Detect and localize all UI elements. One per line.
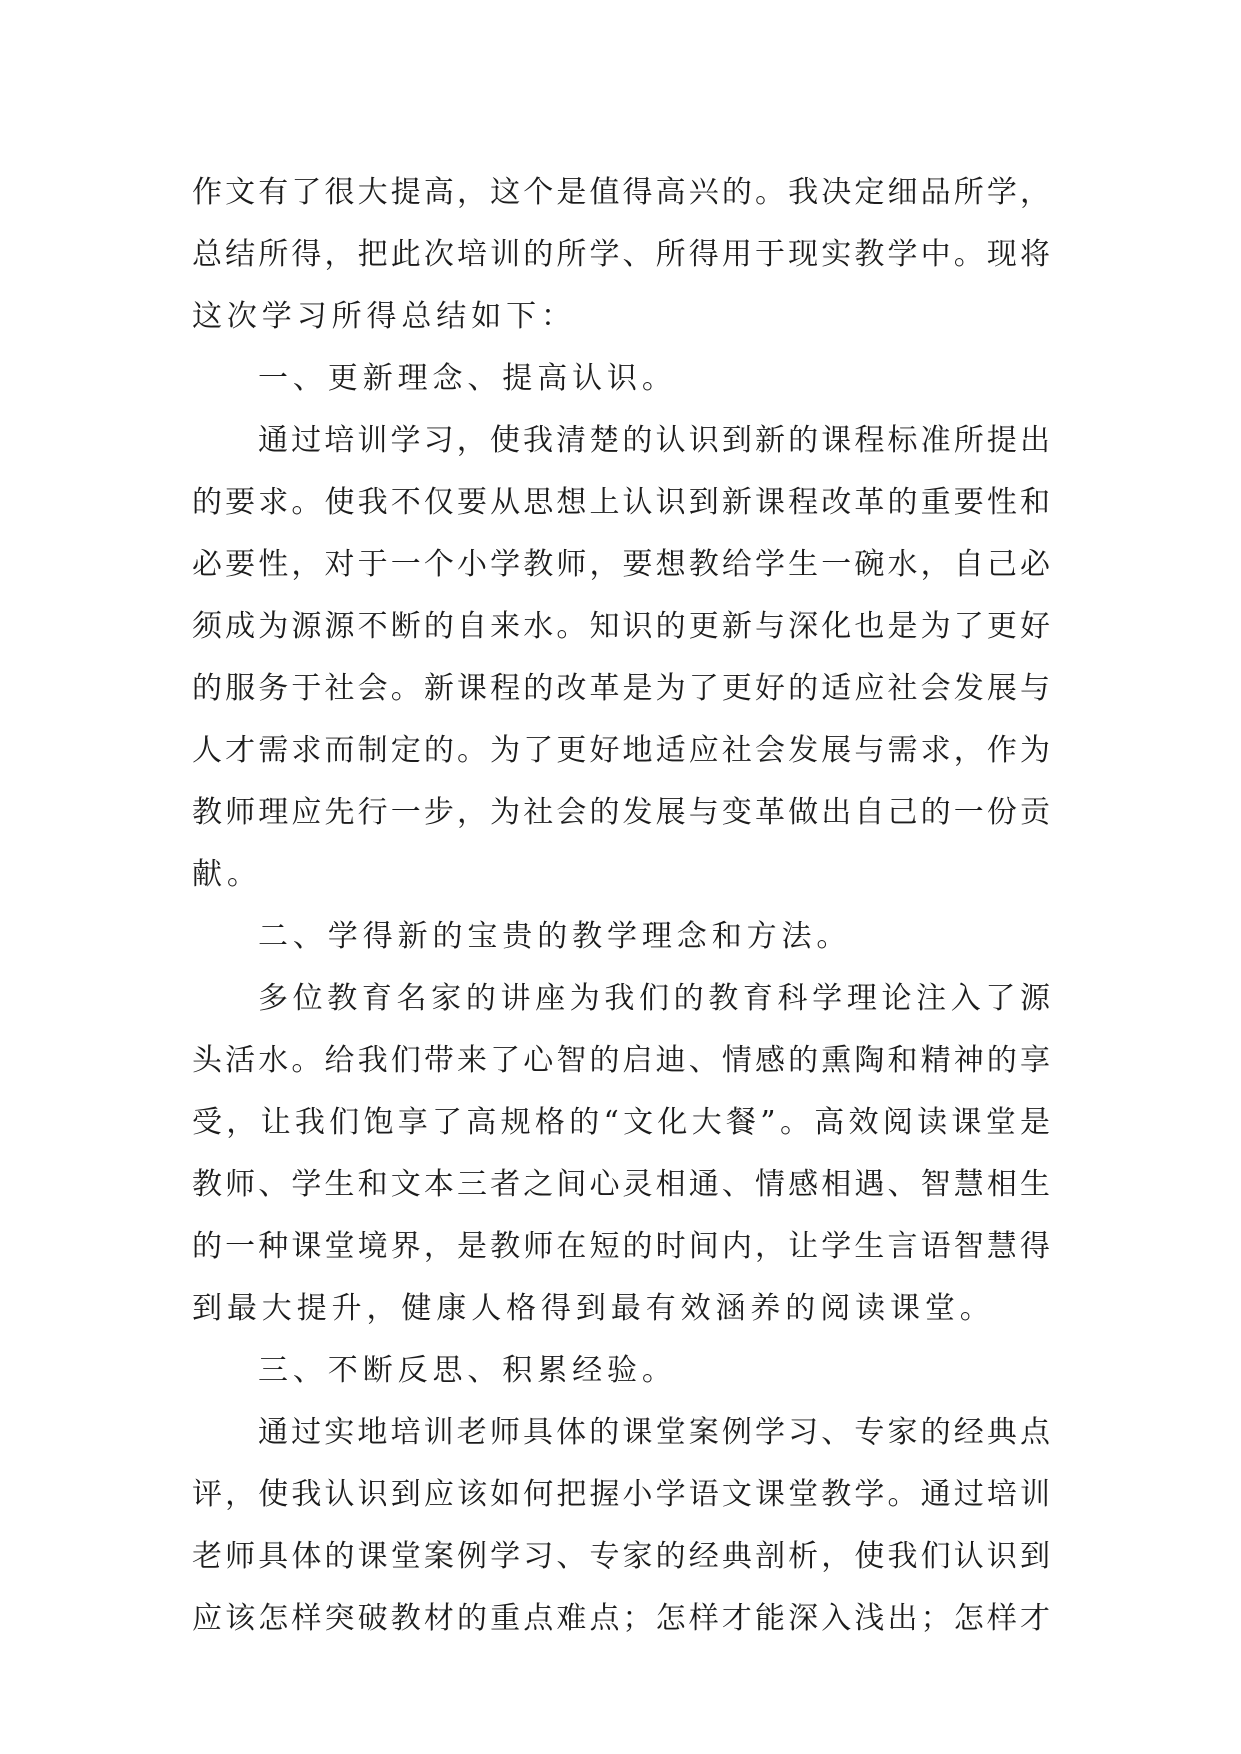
text-line: 人才需求而制定的。为了更好地适应社会发展与需求，作为 [192, 733, 1050, 768]
text-line: 这次学习所得总结如下： [192, 299, 576, 334]
text-line: 的要求。使我不仅要从思想上认识到新课程改革的重要性和 [192, 485, 1050, 520]
text-line: 的一种课堂境界，是教师在短的时间内，让学生言语智慧得 [192, 1229, 1050, 1264]
text-line: 献。 [192, 857, 262, 892]
section-heading-2: 二、学得新的宝贵的教学理念和方法。 [258, 919, 852, 954]
text-line: 受，让我们饱享了高规格的“文化大餐”。高效阅读课堂是 [192, 1105, 1050, 1140]
text-line: 作文有了很大提高，这个是值得高兴的。我决定细品所学， [192, 175, 1050, 210]
text-line: 总结所得，把此次培训的所学、所得用于现实教学中。现将 [192, 237, 1050, 272]
text-line: 的服务于社会。新课程的改革是为了更好的适应社会发展与 [192, 671, 1050, 706]
paragraph-start: 通过培训学习，使我清楚的认识到新的课程标准所提出 [258, 423, 1050, 458]
text-line: 应该怎样突破教材的重点难点；怎样才能深入浅出；怎样才 [192, 1601, 1050, 1636]
text-line: 老师具体的课堂案例学习、专家的经典剖析，使我们认识到 [192, 1539, 1050, 1574]
paragraph-start: 多位教育名家的讲座为我们的教育科学理论注入了源 [258, 981, 1050, 1016]
text-line: 到最大提升，健康人格得到最有效涵养的阅读课堂。 [192, 1291, 995, 1326]
text-line: 须成为源源不断的自来水。知识的更新与深化也是为了更好 [192, 609, 1050, 644]
text-line: 头活水。给我们带来了心智的启迪、情感的熏陶和精神的享 [192, 1043, 1050, 1078]
section-heading-1: 一、更新理念、提高认识。 [258, 361, 677, 396]
text-line: 必要性，对于一个小学教师，要想教给学生一碗水，自己必 [192, 547, 1050, 582]
text-line: 教师、学生和文本三者之间心灵相通、情感相遇、智慧相生 [192, 1167, 1050, 1202]
text-line: 教师理应先行一步，为社会的发展与变革做出自己的一份贡 [192, 795, 1050, 830]
document-body [192, 162, 1050, 1650]
text-line: 评，使我认识到应该如何把握小学语文课堂教学。通过培训 [192, 1477, 1050, 1512]
section-heading-3: 三、不断反思、积累经验。 [258, 1353, 677, 1388]
paragraph-start: 通过实地培训老师具体的课堂案例学习、专家的经典点 [258, 1415, 1050, 1450]
